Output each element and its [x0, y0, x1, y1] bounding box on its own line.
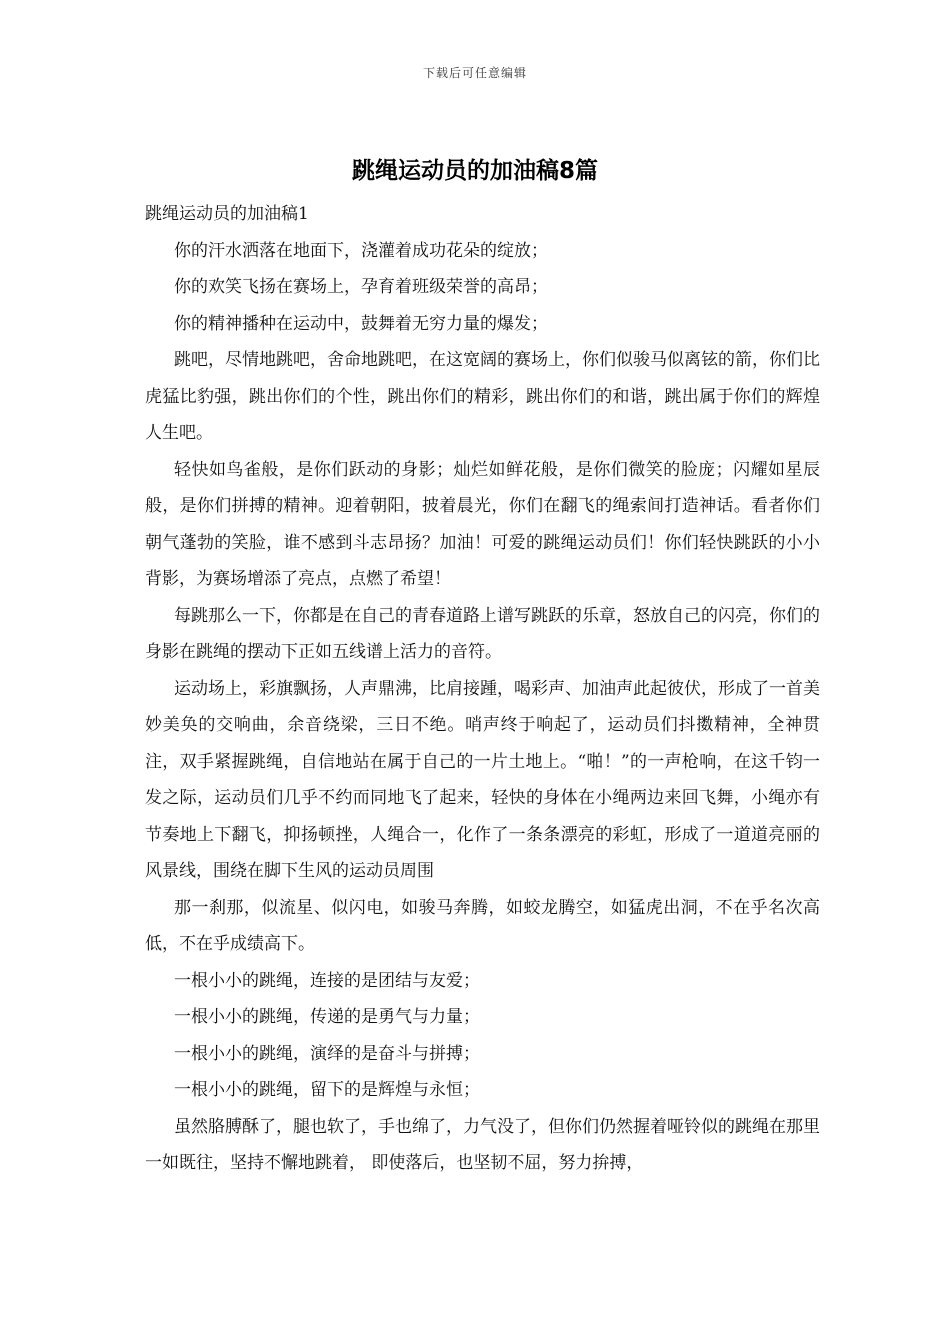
paragraph: 那一刹那，似流星、似闪电，如骏马奔腾，如蛟龙腾空，如猛虎出洞，不在乎名次高低，不在乎成绩高下。 [145, 897, 820, 954]
paragraph: 轻快如鸟雀般，是你们跃动的身影；灿烂如鲜花般，是你们微笑的脸庞；闪耀如星辰般，是你们拼搏的精神。迎着朝阳，披着晨光，你们在翻飞的绳索间打造神话。看者你们朝气蓬勃的笑脸，谁不感到斗志昂扬？加油！可爱的跳绳运动员们！你们轻快跳跃的小小背影，为赛场增添了亮点，点燃了希望！ [145, 459, 820, 589]
paragraph: 一根小小的跳绳，连接的是团结与友爱； [174, 970, 480, 991]
section-heading: 跳绳运动员的加油稿1 [145, 204, 309, 224]
paragraph: 一根小小的跳绳，演绎的是奋斗与拼搏； [174, 1043, 480, 1064]
paragraph: 跳吧，尽情地跳吧，舍命地跳吧，在这宽阔的赛场上，你们似骏马似离铉的箭，你们比虎猛比豹强，跳出你们的个性，跳出你们的精彩，跳出你们的和谐，跳出属于你们的辉煌人生吧。 [145, 350, 820, 443]
document-body [145, 196, 820, 1182]
paragraph: 你的欢笑飞扬在赛场上，孕育着班级荣誉的高昂； [174, 277, 548, 297]
header-note: 下载后可任意编辑 [422, 66, 527, 80]
paragraph: 你的汗水洒落在地面下，浇灌着成功花朵的绽放； [174, 240, 548, 261]
paragraph: 一根小小的跳绳，传递的是勇气与力量； [174, 1007, 480, 1027]
paragraph: 虽然胳膊酥了，腿也软了，手也绵了，力气没了，但你们仍然握着哑铃似的跳绳在那里一如既往，坚持不懈地跳着， 即使落后，也坚韧不屈，努力拚搏， [145, 1116, 820, 1173]
paragraph: 每跳那么一下，你都是在自己的青春道路上谱写跳跃的乐章，怒放自己的闪亮，你们的身影在跳绳的摆动下正如五线谱上活力的音符。 [145, 605, 820, 662]
paragraph: 你的精神播种在运动中，鼓舞着无穷力量的爆发； [174, 313, 548, 334]
paragraph: 运动场上，彩旗飘扬，人声鼎沸，比肩接踵，喝彩声、加油声此起彼伏，形成了一首美妙美奂的交响曲，余音绕梁，三日不绝。哨声终于响起了，运动员们抖擞精神，全神贯注，双手紧握跳绳，自信地站在属于自己的一片土地上。“啪！”的一声枪响，在这千钧一发之际，运动员们几乎不约而同地飞了起来，轻快的身体在小绳两边来回飞舞，小绳亦有节奏地上下翻飞，抑扬顿挫，人绳合一，化作了一条条漂亮的彩虹，形成了一道道亮丽的风景线，围绕在脚下生风的运动员周围 [145, 678, 820, 881]
document-title: 跳绳运动员的加油稿8篇 [351, 158, 598, 184]
paragraph: 一根小小的跳绳，留下的是辉煌与永恒； [174, 1080, 480, 1100]
